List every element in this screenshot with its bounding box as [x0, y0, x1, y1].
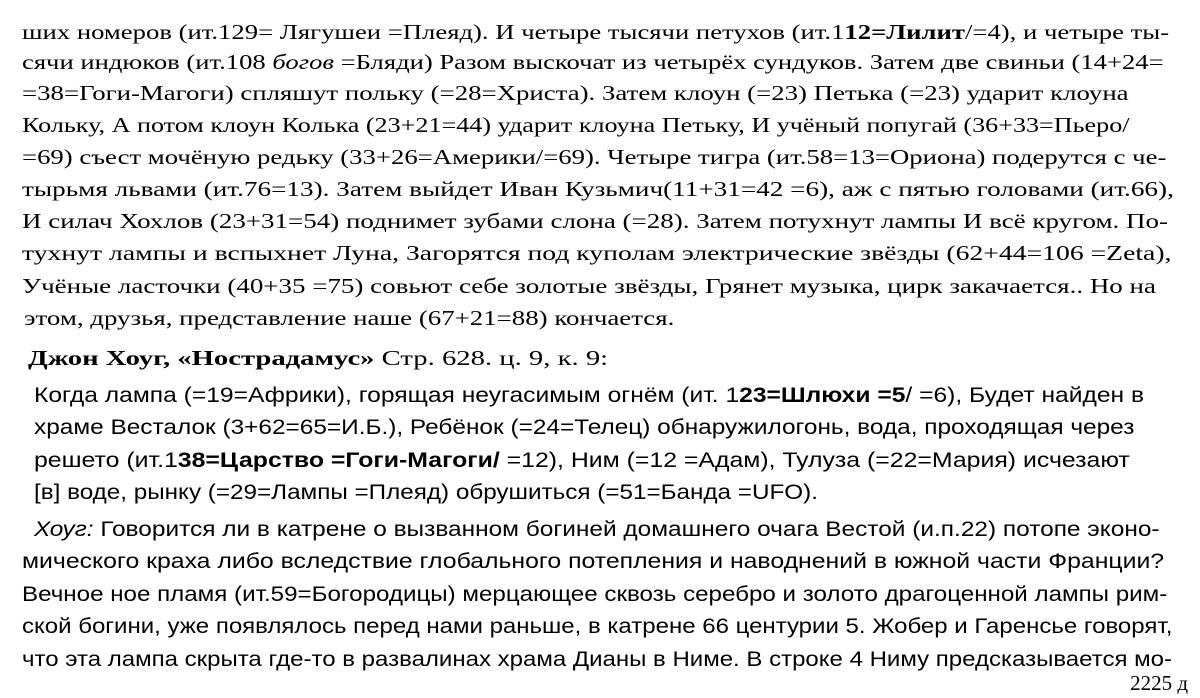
quatrain-line — [34, 478, 818, 508]
quatrain-line — [34, 446, 1130, 476]
text-line — [22, 78, 1129, 108]
quatrain-line — [34, 381, 1144, 411]
text-run: храме Весталок (3+62=65=И.Б.), Ребёнок (=24=Телец) обнаружилогонь, вода, проходящая через — [34, 416, 1135, 439]
text-run: Хоуг: — [34, 518, 94, 541]
text-run: мического краха либо вследствие глобального потепления и наводнений в южной части Франции? — [22, 550, 1165, 573]
text-run: тырьмя львами (ит.76=13). Затем выйдет Иван Кузьмич(11+31=42 =6), аж с пятью головами (ит.66), — [22, 177, 1174, 201]
commentary-line — [22, 612, 1172, 642]
text-run: =12), Ним (=12 =Адам), Тулуза (=22=Мария) исчезают — [499, 449, 1130, 472]
commentary-line — [22, 580, 1167, 610]
text-run: [в] воде, рынку (=29=Лампы =Плеяд) обрушиться (=51=Банда =UFO). — [34, 481, 818, 504]
text-line — [24, 303, 674, 333]
text-run: /=4), и четыре ты- — [964, 20, 1170, 44]
heading-line — [28, 343, 608, 373]
text-run: / =6), Будет найден в — [905, 384, 1145, 407]
text-run: =38=Гоги-Магоги) спляшут польку (=28=Христа). Затем клоун (=23) Петька (=23) ударит клоуна — [22, 81, 1129, 105]
text-run: сячи индюков (ит.108 — [22, 50, 273, 74]
text-run: тухнут лампы и вспыхнет Луна, Загорятся под куполам электрические звёзды (62+44=106 =Zeta), — [22, 241, 1172, 265]
text-line — [22, 47, 1164, 77]
text-line — [22, 206, 1168, 236]
text-run: =69) съест мочёную редьку (33+26=Америки/=69). Четыре тигра (ит.58=13=Ориона) подерутся с че- — [22, 145, 1167, 169]
text-run: 12=Лилит — [844, 20, 965, 44]
text-run: Кольку, А потом клоун Колька (23+21=44) ударит клоуна Петьку, И учёный попугай (36+33=Пьеро/ — [22, 113, 1130, 137]
text-run: что эта лампа скрыта где-то в развалинах храма Дианы в Ниме. В строке 4 Ниму предсказывается мо- — [22, 648, 1172, 671]
text-run: Когда лампа (=19=Африки), горящая неугасимым огнём (ит. 1 — [34, 384, 740, 407]
text-run: Вечное ное пламя (ит.59=Богородицы) мерцающее сквозь серебро и золото драгоценной лампы рим- — [22, 583, 1168, 606]
text-run: Стр. 628. ц. 9, к. 9: — [374, 346, 609, 370]
text-run: решето (ит.1 — [34, 449, 178, 472]
text-run: 23=Шлюхи =5 — [739, 384, 906, 407]
text-run: Учёные ласточки (40+35 =75) совьют себе золотые звёзды, Грянет музыка, цирк закачается.. Но на — [22, 274, 1156, 298]
commentary-line — [22, 645, 1172, 675]
text-run: И силач Хохлов (23+31=54) поднимет зубами слона (=28). Затем потухнут лампы И всё кругом. По- — [22, 209, 1169, 233]
text-run: Джон Хоуг, «Нострадамус» — [28, 346, 375, 370]
text-line — [22, 174, 1174, 204]
text-run: ших номеров (ит.129= Лягушеи =Плеяд). И четыре тысячи петухов (ит.1 — [22, 20, 845, 44]
commentary-line — [22, 547, 1164, 577]
text-line — [22, 142, 1166, 172]
text-run: ской богини, уже появлялось перед нами раньше, в катрене 66 центурии 5. Жобер и Гаренсье говорят, — [22, 615, 1173, 638]
text-run: =Бляди) Разом выскочат из четырёх сундуков. Затем две свиньи (14+24= — [333, 50, 1164, 74]
text-line — [22, 238, 1171, 268]
text-line — [22, 110, 1130, 140]
page-number: 2225 д — [1130, 671, 1188, 695]
text-run: богов — [272, 50, 334, 74]
text-run: этом, друзья, представление наше (67+21=88) кончается. — [24, 306, 675, 330]
quatrain-line — [34, 413, 1134, 443]
text-line — [22, 17, 1169, 47]
text-run: Говорится ли в катрене о вызванном богиней домашнего очага Вестой (и.п.22) потопе эконо- — [93, 518, 1160, 541]
commentary-line — [34, 515, 1160, 545]
text-line — [22, 271, 1156, 301]
text-run: 38=Царство =Гоги-Магоги/ — [177, 449, 500, 472]
